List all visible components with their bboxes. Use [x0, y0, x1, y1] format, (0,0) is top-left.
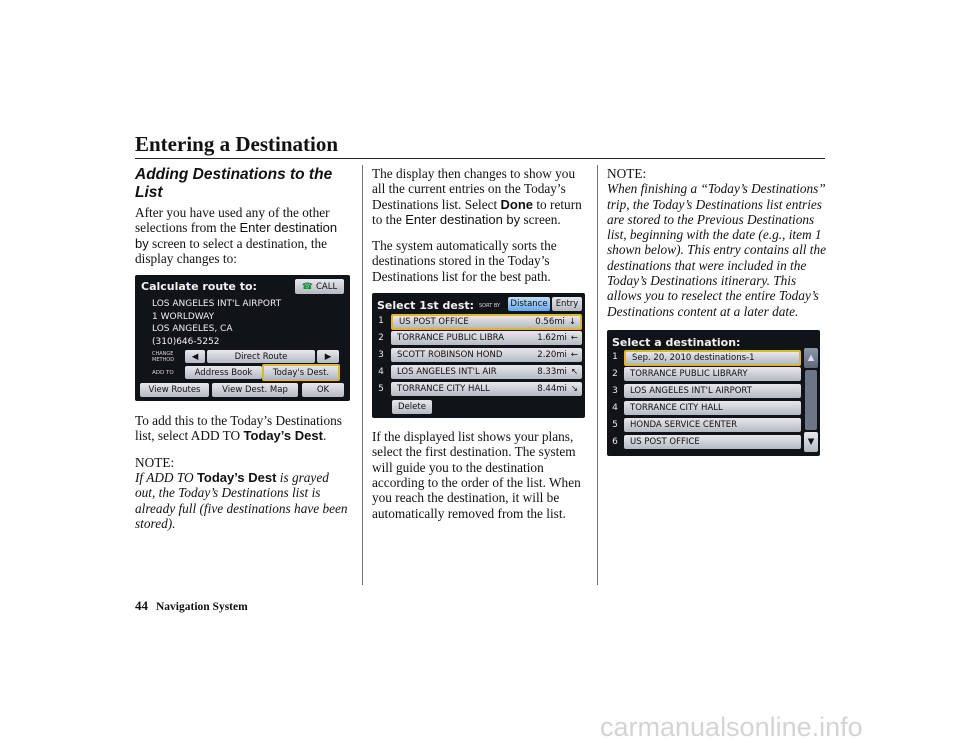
column-divider-2 [597, 165, 598, 585]
distance-value: 0.56mi [535, 317, 565, 328]
screen-title: Select 1st dest: [377, 299, 475, 313]
destination-row[interactable]: HONDA SERVICE CENTER [624, 418, 801, 432]
direction-arrow-icon: ↓ [568, 317, 576, 328]
page-heading: Entering a Destination [135, 132, 339, 156]
direction-arrow-icon: ↖ [570, 367, 578, 378]
destination-row[interactable] [391, 331, 582, 345]
distance-value: 8.33mi [537, 367, 567, 378]
row-number: 4 [612, 402, 618, 413]
page-footer [135, 598, 248, 614]
add-to-label: ADD TO [152, 370, 174, 377]
column-1 [135, 166, 350, 531]
destination-distance [537, 350, 578, 360]
destination-distance [535, 317, 576, 327]
paragraph-intro: After you have used any of the other selections from the Enter destination by screen to select a destination, the display changes to: [135, 205, 338, 266]
direct-route-button[interactable]: Direct Route [207, 350, 315, 363]
note-text: When finishing a “Today’s Destinations” trip, the Today’s Destinations list entries are stored to the Previous Destinations list, beginning with the date (e.g., item 1 shown below). This entry contains all the destinations that were included in the Today’s Destinations itinerary. This allows you to reselect the entire Today’s Destinations content at a later date. [607, 181, 827, 319]
change-method-label: CHANGE METHOD [152, 351, 175, 364]
column-divider-1 [362, 165, 363, 585]
direction-arrow-icon: ← [570, 333, 578, 344]
destination-row[interactable] [391, 314, 582, 330]
left-arrow-button[interactable]: ◀ [185, 350, 205, 363]
sort-by-label: SORT BY [479, 303, 501, 310]
page-number: 44 [135, 598, 148, 613]
row-number: 6 [612, 436, 618, 447]
sort-distance-button[interactable]: Distance [508, 297, 550, 311]
destination-name: TORRANCE PUBLIC LIBRA [397, 333, 505, 344]
destination-info: LOS ANGELES INT'L AIRPORT 1 WORLDWAY LOS ANGELES, CA (310)646-5252 [152, 299, 282, 347]
paragraph-display-changes: The display then changes to show you all the current entries on the Today’s Destinations list. Select Done to return to the Enter destination by screen. [372, 166, 582, 227]
destination-row[interactable] [391, 348, 582, 362]
distance-value: 1.62mi [537, 333, 567, 344]
sort-entry-button[interactable]: Entry [552, 297, 582, 311]
address-book-button[interactable]: Address Book [185, 366, 262, 379]
delete-button[interactable]: Delete [392, 400, 432, 414]
watermark: carmanualsonline.info [600, 712, 863, 742]
destination-row[interactable]: US POST OFFICE [624, 435, 801, 449]
direction-arrow-icon: ↘ [570, 384, 578, 395]
view-dest-map-button[interactable]: View Dest. Map [212, 383, 298, 397]
section-title: Adding Destinations to the List [135, 166, 333, 201]
todays-dest-button[interactable]: Today's Dest. [262, 364, 340, 381]
destination-name: SCOTT ROBINSON HOND [397, 350, 503, 361]
row-number: 1 [378, 316, 384, 327]
paragraph-guidance: If the displayed list shows your plans, select the first destination. The system will guide you to the destination according to the order of the list. When you reach the destination, it will be automatically removed from the list. [372, 429, 581, 521]
distance-value: 8.44mi [537, 384, 567, 395]
note-label: NOTE: [135, 454, 175, 470]
direction-arrow-icon: ← [570, 350, 578, 361]
call-button[interactable]: ☎ CALL [295, 279, 344, 294]
destination-row[interactable]: Sep. 20, 2010 destinations-1 [624, 350, 801, 366]
scrollbar-track[interactable] [805, 370, 817, 430]
destination-row[interactable]: TORRANCE CITY HALL [624, 401, 801, 415]
column-3 [607, 166, 827, 456]
destination-distance [537, 333, 578, 343]
destination-distance [537, 384, 578, 394]
note-text: If ADD TO Today’s Dest is grayed out, the Today’s Destinations list is already full (five destinations have been stored). [135, 470, 348, 531]
destination-name: LOS ANGELES INT'L AIR [397, 367, 497, 378]
calculate-route-screen [135, 275, 350, 401]
heading-rule [135, 158, 825, 159]
screen-title: Select a destination: [612, 335, 741, 349]
phone-icon: ☎ [301, 281, 313, 292]
right-arrow-button[interactable]: ▶ [317, 350, 339, 363]
scroll-up-button[interactable]: ▲ [804, 348, 818, 368]
destination-name: TORRANCE CITY HALL [397, 384, 490, 395]
row-number: 3 [378, 350, 384, 361]
destination-row[interactable] [391, 365, 582, 379]
footer-label: Navigation System [156, 601, 248, 613]
destination-name: US POST OFFICE [399, 317, 469, 328]
ok-button[interactable]: OK [302, 383, 344, 397]
paragraph-auto-sort: The system automatically sorts the destinations stored in the Today’s Destinations list for the best path. [372, 238, 557, 284]
view-routes-button[interactable]: View Routes [140, 383, 209, 397]
paragraph-add-to: To add this to the Today’s Destinations list, select ADD TO Today’s Dest. [135, 413, 342, 444]
row-number: 2 [378, 333, 384, 344]
note-label: NOTE: [607, 166, 647, 181]
distance-value: 2.20mi [537, 350, 567, 361]
scroll-down-button[interactable]: ▼ [804, 432, 818, 452]
select-first-dest-screen [372, 293, 585, 418]
row-number: 3 [612, 385, 618, 396]
row-number: 4 [378, 367, 384, 378]
destination-row[interactable]: TORRANCE PUBLIC LIBRARY [624, 367, 801, 381]
row-number: 5 [612, 419, 618, 430]
destination-distance [537, 367, 578, 377]
row-number: 1 [612, 351, 618, 362]
row-number: 5 [378, 384, 384, 395]
column-2 [372, 166, 590, 532]
destination-row[interactable]: LOS ANGELES INT'L AIRPORT [624, 384, 801, 398]
select-destination-screen [607, 330, 820, 456]
destination-row[interactable] [391, 382, 582, 396]
screen-title: Calculate route to: [141, 280, 257, 294]
row-number: 2 [612, 368, 618, 379]
